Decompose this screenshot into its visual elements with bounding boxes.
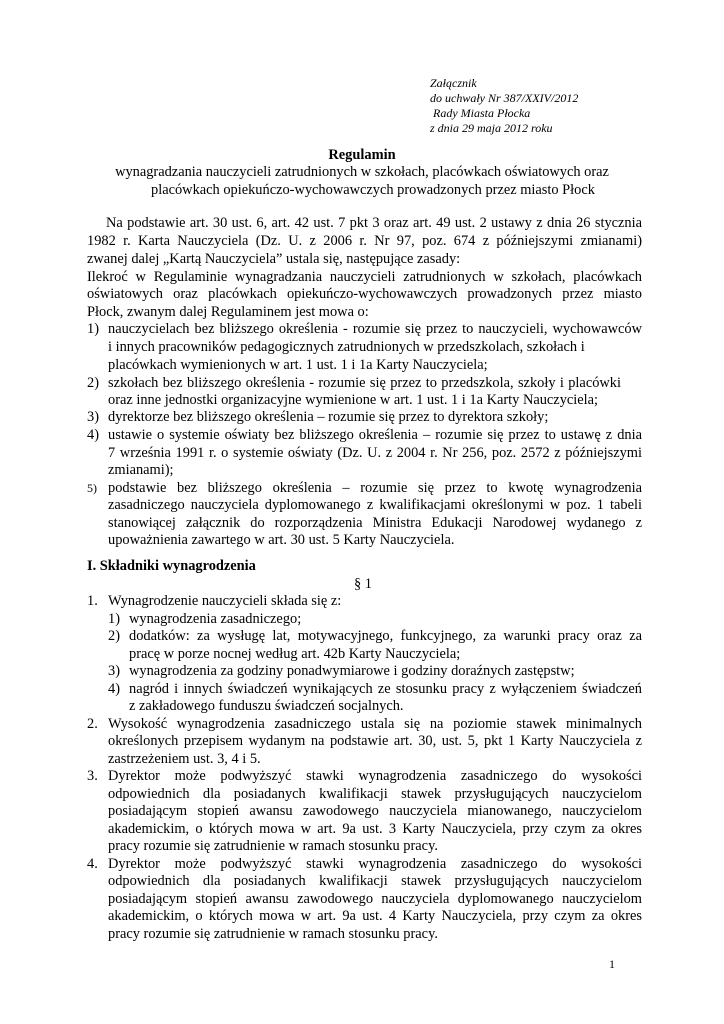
attachment-date: z dnia 29 maja 2012 roku (430, 121, 553, 135)
definition-number: 3) (87, 409, 99, 425)
point-line: posiadającym stopień awansu zawodowego nauczyciela dyplomowanego nauczycielom (108, 891, 642, 907)
intro-line-5: oświatowych oraz placówkach opiekuńczo-wychowawczych prowadzonych przez miasto (87, 286, 642, 302)
page-number: 1 (609, 957, 615, 971)
point-line: Dyrektor może podwyższyć stawki wynagrodzenia zasadniczego do wysokości (108, 768, 642, 784)
subpoint-line: pracę w porze nocnej według art. 42b Karty Nauczyciela; (129, 646, 461, 662)
point-line: określonych przepisem wydanym na podstawie art. 30, ust. 5, pkt 1 Karty Nauczyciela z (108, 733, 642, 749)
intro-line-1: Na podstawie art. 30 ust. 6, art. 42 ust. 7 pkt 3 oraz art. 49 ust. 2 ustawy z dnia 26 stycznia (106, 215, 642, 231)
subpoint-line: wynagrodzenia za godziny ponadwymiarowe i godziny doraźnych zastępstw; (129, 663, 575, 679)
definition-line: zasadniczego nauczyciela dyplomowanego z kwalifikacjami określonymi w poz. 1 tabeli (108, 497, 642, 513)
point-line: zastrzeżeniem ust. 3, 4 i 5. (108, 751, 261, 767)
definition-line: nauczycielach bez bliższego określenia - rozumie się przez to nauczycieli, wychowawców (108, 321, 642, 337)
definition-line: szkołach bez bliższego określenia - rozumie się przez to przedszkola, szkoły i placówki (108, 375, 621, 391)
definition-line: upoważnienia zawartego w art. 30 ust. 5 Karty Nauczyciela. (108, 532, 455, 548)
definition-number: 5) (87, 481, 97, 495)
subpoint-line: dodatków: za wysługę lat, motywacyjnego, funkcyjnego, za warunki pracy oraz za (129, 628, 642, 644)
point-number: 2. (87, 716, 98, 732)
point-line: Wysokość wynagrodzenia zasadniczego ustala się na poziomie stawek minimalnych (108, 716, 642, 732)
subtitle-line-1: wynagradzania nauczycieli zatrudnionych w szkołach, placówkach oświatowych oraz (115, 164, 609, 180)
point-number: 1. (87, 593, 98, 609)
definition-number: 1) (87, 321, 99, 337)
subtitle-line-2: placówkach opiekuńczo-wychowawczych prowadzonych przez miasto Płock (151, 182, 595, 198)
intro-line-3: zwanej dalej „Kartą Nauczyciela” ustala się, następujące zasady: (87, 251, 461, 267)
definition-line: podstawie bez bliższego określenia – rozumie się przez to kwotę wynagrodzenia (108, 480, 642, 496)
definition-line: placówkach wymienionych w art. 1 ust. 1 i 1a Karty Nauczyciela; (108, 357, 488, 373)
definition-number: 4) (87, 427, 99, 443)
point-number: 4. (87, 856, 98, 872)
subpoint-number: 1) (108, 611, 120, 627)
point-text: Wynagrodzenie nauczycieli składa się z: (108, 593, 342, 609)
attachment-council: Rady Miasta Płocka (433, 106, 531, 120)
definition-line: 7 września 1991 r. o systemie oświaty (Dz. U. z 2004 r. Nr 256, poz. 2572 z późniejszymi (108, 445, 642, 461)
intro-line-2: 1982 r. Karta Nauczyciela (Dz. U. z 2006 r. Nr 97, poz. 674 z późniejszymi zmianami) (87, 233, 642, 249)
definition-line: i innych pracowników pedagogicznych zatrudnionych w przedszkolach, szkołach i (108, 339, 585, 355)
point-line: akademickim, o których mowa w art. 9a ust. 3 Karty Nauczyciela, przy czym za okres (108, 821, 642, 837)
point-line: pracy rozumie się zatrudnienie w ramach stosunku pracy. (108, 838, 438, 854)
definition-line: oraz inne jednostki organizacyjne wymienione w art. 1 ust. 1 i 1a Karty Nauczyciela; (108, 392, 599, 408)
definition-line: zmianami); (108, 462, 174, 478)
point-line: Dyrektor może podwyższyć stawki wynagrodzenia zasadniczego do wysokości (108, 856, 642, 872)
point-line: pracy rozumie się zatrudnienie w ramach stosunku pracy. (108, 926, 438, 942)
intro-line-6: Płock, zwanym dalej Regulaminem jest mowa o: (87, 304, 369, 320)
intro-line-4: Ilekroć w Regulaminie wynagradzania nauczycieli zatrudnionych w szkołach, placówkach (87, 269, 642, 285)
definition-number: 2) (87, 375, 99, 391)
point-line: odpowiednich dla posiadanych kwalifikacji stawek przysługujących nauczycielom (108, 873, 642, 889)
definition-line: dyrektorze bez bliższego określenia – rozumie się przez to dyrektora szkoły; (108, 409, 549, 425)
subpoint-number: 3) (108, 663, 120, 679)
attachment-label: Załącznik (430, 76, 477, 90)
point-line: odpowiednich dla posiadanych kwalifikacji stawek przysługujących nauczycielom (108, 786, 642, 802)
page-title: Regulamin (328, 147, 396, 163)
definition-line: ustawie o systemie oświaty bez bliższego określenia – rozumie się przez to ustawę z dnia (108, 427, 642, 443)
point-line: posiadającym stopień awansu zawodowego nauczyciela mianowanego, nauczycielom (108, 803, 642, 819)
subpoint-number: 2) (108, 628, 120, 644)
subpoint-line: z zakładowego funduszu świadczeń socjalnych. (129, 698, 404, 714)
subpoint-line: wynagrodzenia zasadniczego; (129, 611, 302, 627)
subpoint-line: nagród i innych świadczeń wynikających ze stosunku pracy z wyłączeniem świadczeń (129, 681, 642, 697)
point-line: akademickim, o których mowa w art. 9a ust. 4 Karty Nauczyciela, przy czym za okres (108, 908, 642, 924)
definition-line: stanowiącej załącznik do rozporządzenia Ministra Edukacji Narodowej wydanego z (108, 515, 642, 531)
subpoint-number: 4) (108, 681, 120, 697)
attachment-resolution: do uchwały Nr 387/XXIV/2012 (430, 91, 579, 105)
paragraph-mark: § 1 (354, 576, 372, 592)
section-heading: I. Składniki wynagrodzenia (87, 558, 256, 574)
point-number: 3. (87, 768, 98, 784)
